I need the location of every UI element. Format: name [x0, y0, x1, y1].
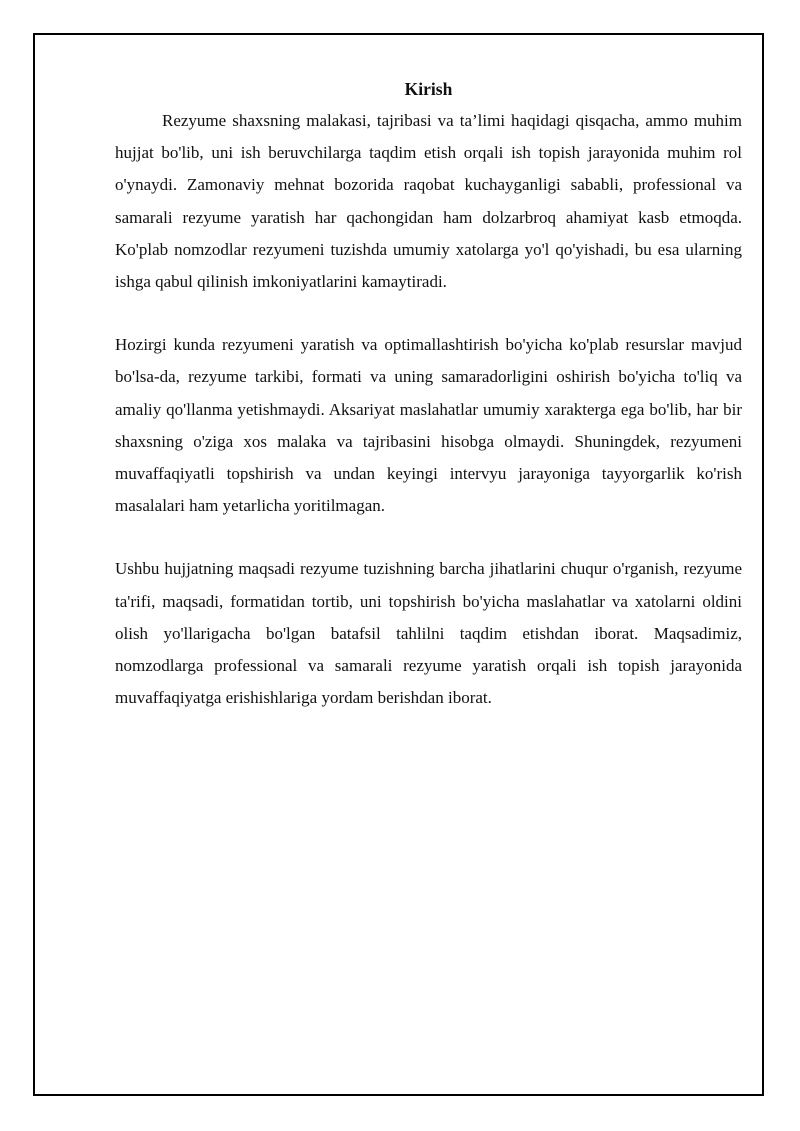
paragraph-3: Ushbu hujjatning maqsadi rezyume tuzishning barcha jihatlarini chuqur o'rganish, rezyume ta'rifi, maqsadi, formatidan tortib, uni topshirish bo'yicha maslahatlar va xatolarni oldini olish yo'llarigacha bo'lgan batafsil tahlilni taqdim etishdan iborat. Maqsadimiz, nomzodlarga professional va samarali rezyume yaratish orqali ish topish jarayonida muvaffaqiyatga erishishlariga yordam berishdan iborat. — [115, 559, 742, 708]
paragraph-spacer — [115, 522, 742, 553]
document-body — [115, 76, 742, 714]
document-title: Kirish — [404, 79, 453, 99]
paragraph-2: Hozirgi kunda rezyumeni yaratish va optimallashtirish bo'yicha ko'plab resurslar mavjud bo'lsa-da, rezyume tarkibi, formati va uning samaradorligini oshirish bo'yicha to'liq va amaliy qo'llanma yetishmaydi. Aksariyat maslahatlar umumiy xarakterga ega bo'lib, har bir shaxsning o'ziga xos malaka va tajribasini hisobga olmaydi. Shuningdek, rezyumeni muvaffaqiyatli topshirish va undan keyingi intervyu jarayoniga tayyorgarlik ko'rish masalalari ham yetarlicha yoritilmagan. — [115, 335, 742, 516]
paragraph-spacer — [115, 298, 742, 329]
paragraph-1: Rezyume shaxsning malakasi, tajribasi va ta’limi haqidagi qisqacha, ammo muhim hujjat bo'lib, uni ish beruvchilarga taqdim etish orqali ish topish jarayonida muhim rol o'ynaydi. Zamonaviy mehnat bozorida raqobat kuchayganligi sababli, professional va samarali rezyume yaratish har qachongidan ham dolzarbroq ahamiyat kasb etmoqda. Ko'plab nomzodlar rezyumeni tuzishda umumiy xatolarga yo'l qo'yishadi, bu esa ularning ishga qabul qilinish imkoniyatlarini kamaytiradi. — [115, 111, 742, 292]
